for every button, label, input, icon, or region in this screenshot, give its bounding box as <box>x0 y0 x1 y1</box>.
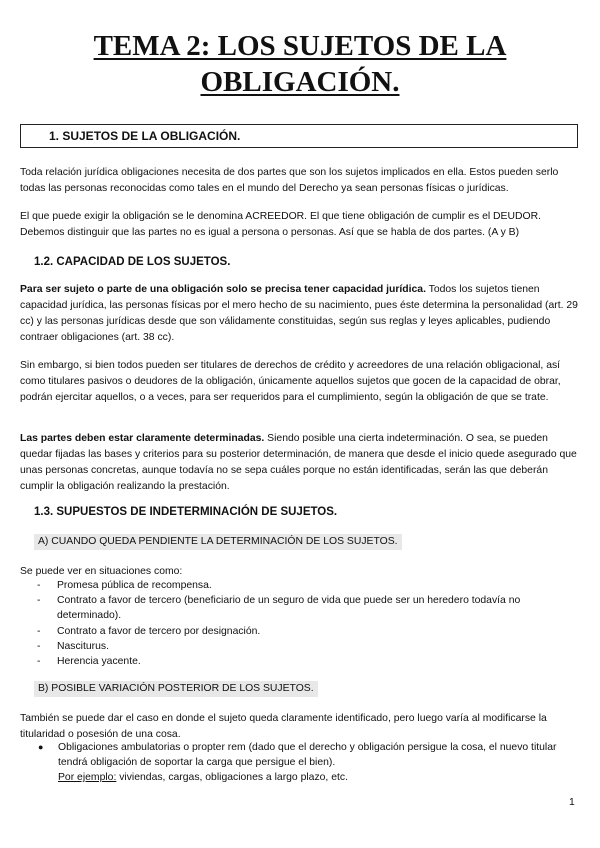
page-title: TEMA 2: LOS SUJETOS DE LA OBLIGACIÓN. <box>93 30 507 98</box>
heading-capacidad: 1.2. CAPACIDAD DE LOS SUJETOS. <box>34 256 231 268</box>
subheading-b: B) POSIBLE VARIACIÓN POSTERIOR DE LOS SUJETOS. <box>34 681 318 697</box>
example-text: viviendas, cargas, obligaciones a largo plazo, etc. <box>116 772 348 783</box>
list-item: - Herencia yacente. <box>37 656 141 668</box>
example-label: Por ejemplo: <box>58 772 117 783</box>
paragraph-4: Sin embargo, si bien todos pueden ser titulares de derechos de crédito y acreedores de una relación obligacional, así como titulares pasivos o deudores de la obligación, únicamente aquellos sujetos que gocen de la capacidad de obrar, podrán ejercitar aquellos, o a veces, para ser requeridos para el cumplimiento, según la obligación de que se trate. <box>20 360 561 403</box>
paragraph-2: El que puede exigir la obligación se le denomina ACREEDOR. El que tiene obligación de cumplir es el DEUDOR. Debemos distinguir que las partes no es igual a persona o personas. Así que se habla de dos partes. (A y B) <box>20 211 541 238</box>
paragraph-6: También se puede dar el caso en donde el sujeto queda claramente identificado, pero luego varía al modificarse la titularidad o posesión de una cosa. <box>20 713 547 740</box>
list-item: - Nasciturus. <box>37 640 109 652</box>
list-item: - Contrato a favor de tercero por designación. <box>37 625 261 637</box>
page-number: 1 <box>569 797 575 808</box>
paragraph-5 <box>20 431 582 495</box>
paragraph-5-text: Siendo posible una cierta indeterminación. O sea, se pueden quedar fijadas las bases y criterios para su posterior determinación, de manera que desde el inicio quede asegurado que unas personas concretas, aunque todavía no se sepa cuáles porque no están identificadas, serán las que deberán cumplir la obligación realizando la prestación. <box>20 433 577 492</box>
bullet-dot-icon: ● <box>38 742 44 752</box>
list-item: - Promesa pública de recompensa. <box>37 580 212 591</box>
list-item: - Contrato a favor de tercero (beneficiario de un seguro de vida que puede ser un heredero todavía no determinado). <box>37 595 521 622</box>
paragraph-5-bold: Las partes deben estar claramente determinadas. <box>20 433 265 444</box>
heading-indeterminacion: 1.3. SUPUESTOS DE INDETERMINACIÓN DE SUJETOS. <box>34 506 338 518</box>
bullet-text: Obligaciones ambulatorias o propter rem (dado que el derecho y obligación persigue la cosa, el nuevo titular tendrá obligación de soportar la carga que persigue el bien). <box>58 742 557 768</box>
list-intro: Se puede ver en situaciones como: <box>20 566 183 577</box>
paragraph-3-bold: Para ser sujeto o parte de una obligación solo se precisa tener capacidad jurídica. <box>20 284 426 295</box>
subheading-a: A) CUANDO QUEDA PENDIENTE LA DETERMINACIÓN DE LOS SUJETOS. <box>34 534 402 550</box>
list-item <box>38 740 578 785</box>
paragraph-1: Toda relación jurídica obligaciones necesita de dos partes que son los sujetos implicados en ella. Estos pueden serlo todas las personas reconocidas como tales en el mundo del Derecho ya sean personas físicas o jurídicas. <box>20 167 559 194</box>
dash-list <box>37 578 577 669</box>
paragraph-3 <box>20 282 582 346</box>
section-heading-box: 1. SUJETOS DE LA OBLIGACIÓN. <box>20 124 578 148</box>
bullet-list <box>38 740 578 785</box>
paragraph-3-text: Todos los sujetos tienen capacidad jurídica, las personas físicas por el mero hecho de su nacimiento, pues éste determina la personalidad (art. 29 cc) y las personas jurídicas desde que son válidamente constituidas, según sus reglas y leyes aplicables, pudiendo contraer obligaciones (art. 38 cc). <box>20 284 578 343</box>
